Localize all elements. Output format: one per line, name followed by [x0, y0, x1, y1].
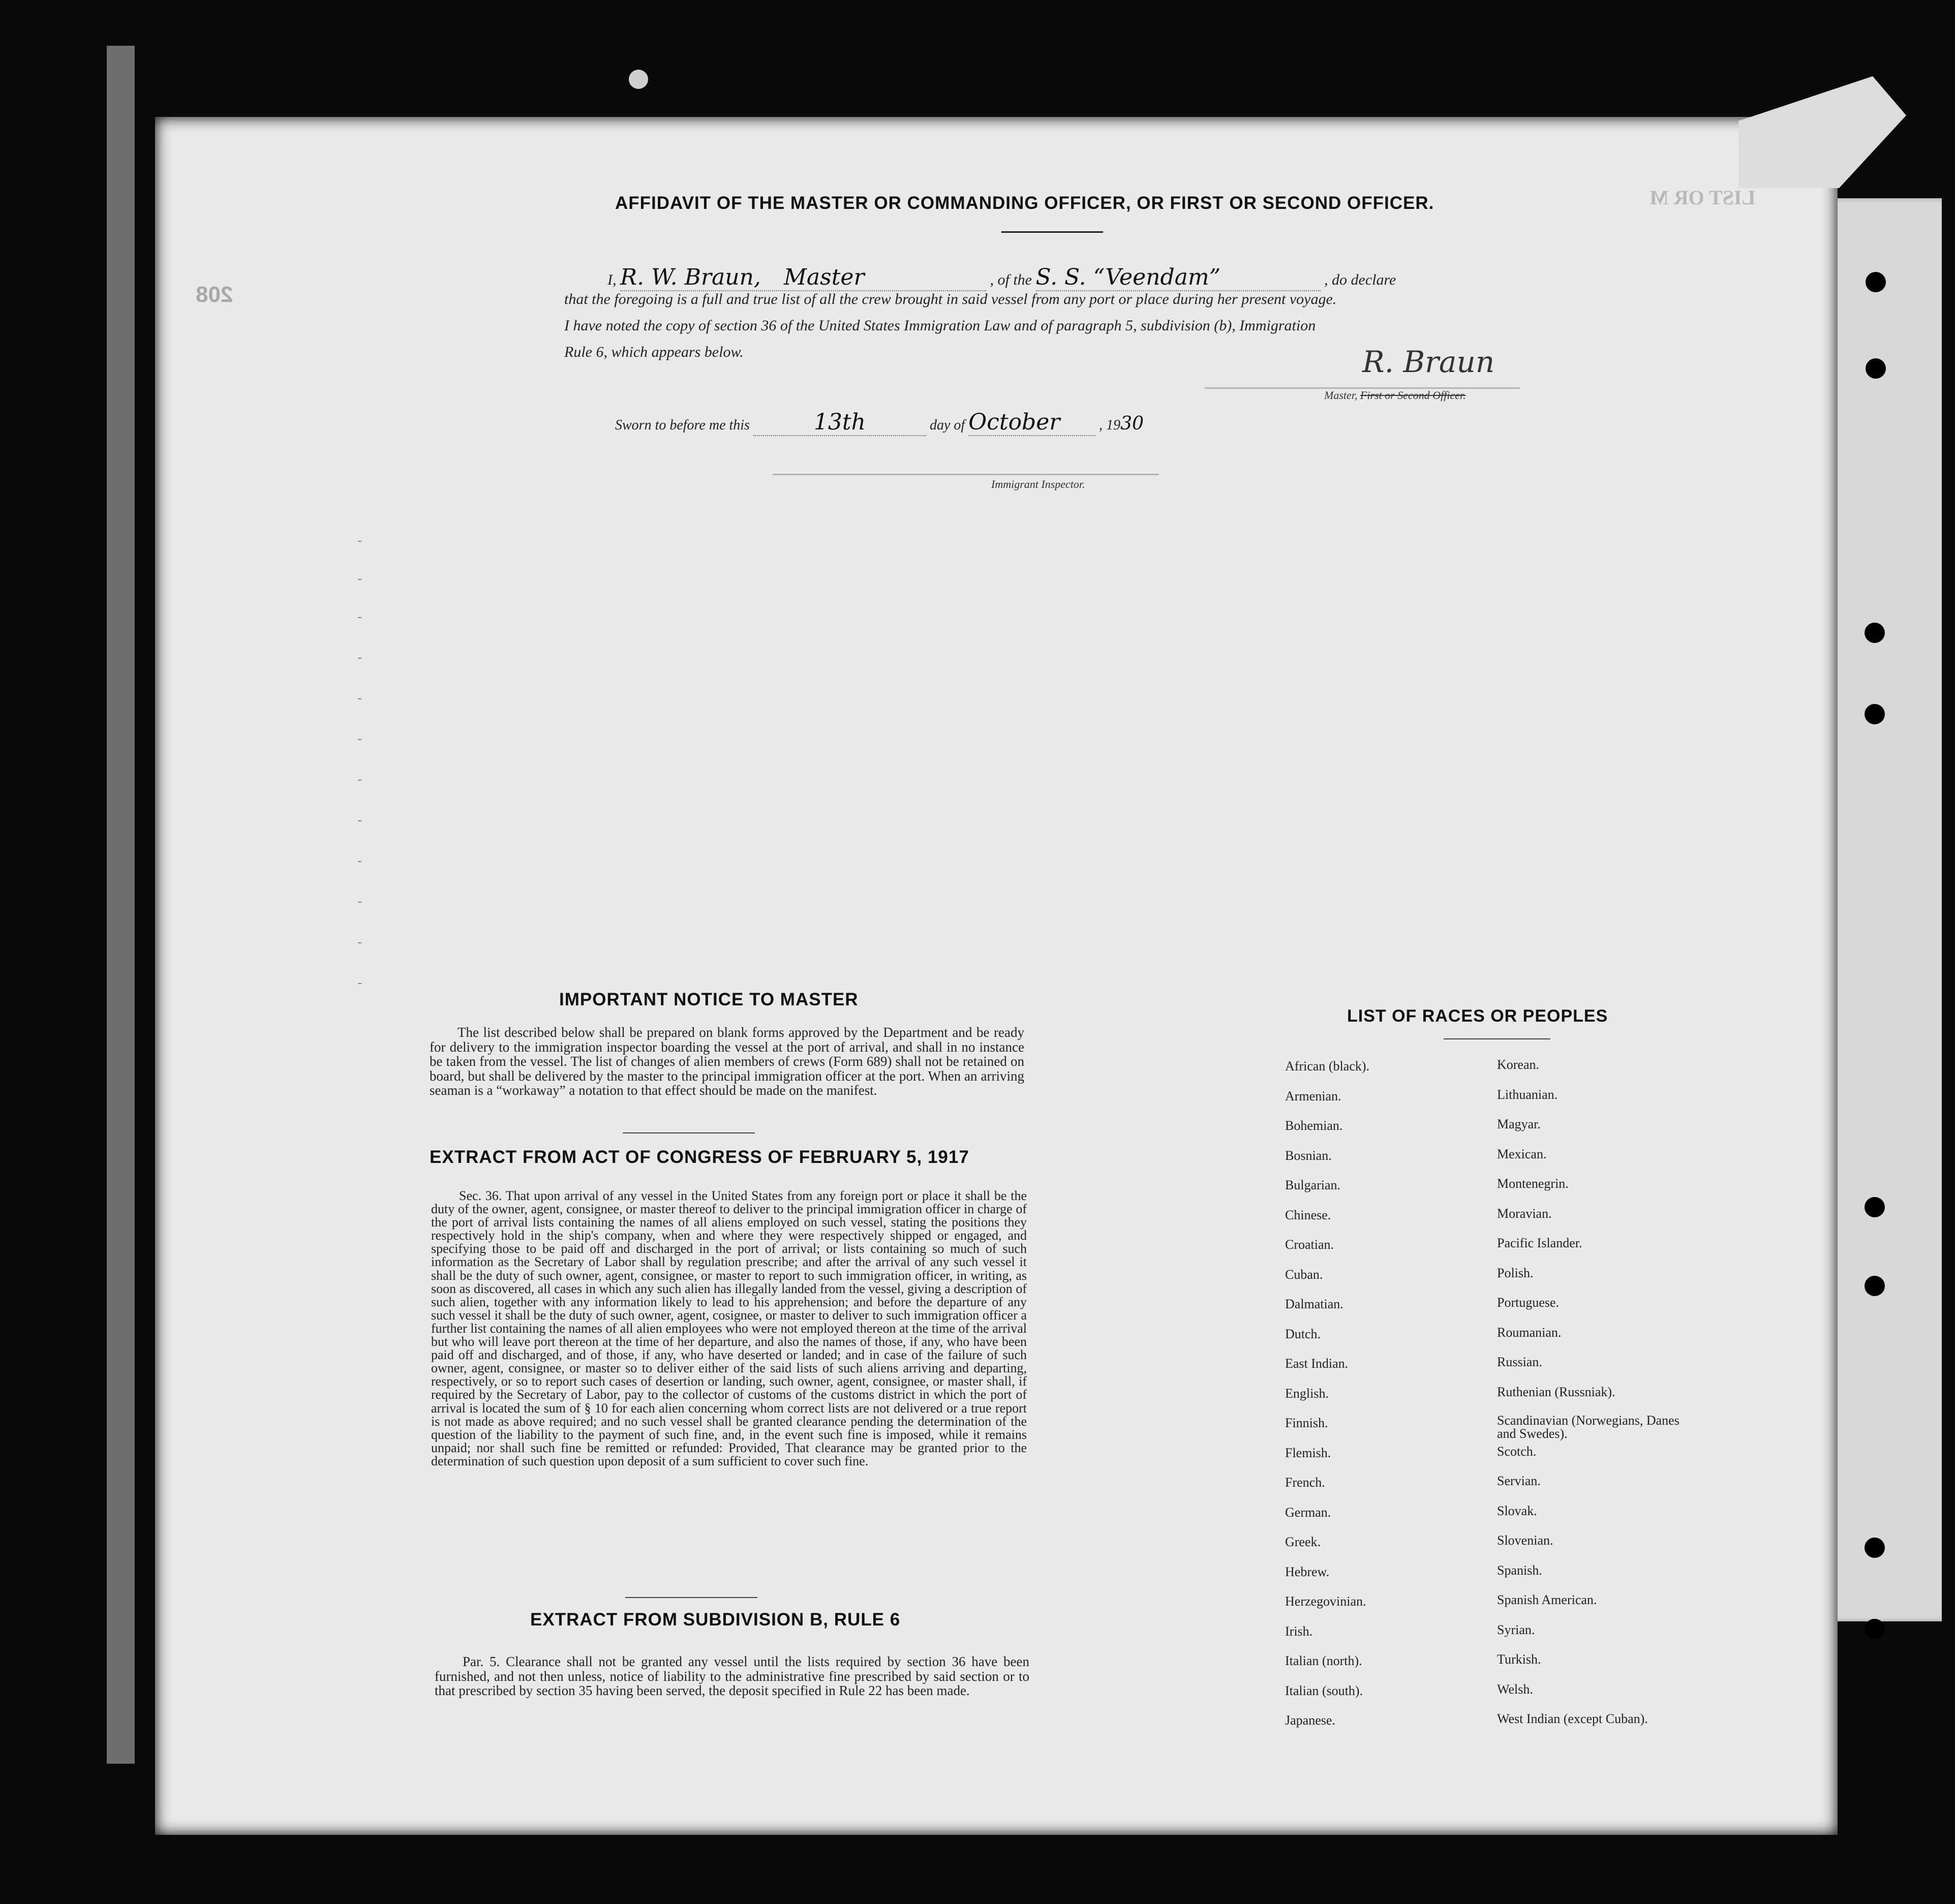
race-item: Moravian. [1497, 1206, 1552, 1221]
row-marker: - [356, 895, 364, 910]
race-item: Irish. [1285, 1623, 1313, 1639]
sworn-month: October [968, 409, 1060, 435]
race-item: Bulgarian. [1285, 1178, 1341, 1192]
race-item: Bosnian. [1285, 1148, 1332, 1163]
race-item: Croatian. [1285, 1237, 1334, 1252]
sworn-day: 13th [813, 409, 866, 435]
folded-corner [1738, 76, 1906, 188]
race-item: Spanish. [1497, 1562, 1542, 1578]
race-item: Spanish American. [1497, 1592, 1597, 1607]
do-declare-label: , do declare [1324, 271, 1396, 288]
punch-hole [1865, 623, 1885, 643]
rule-heading: EXTRACT FROM SUBDIVISION B, RULE 6 [530, 1610, 901, 1630]
year-prefix: , 19 [1099, 417, 1121, 433]
affidavit-declaration-line [607, 264, 1396, 291]
race-item: Chinese. [1285, 1207, 1331, 1222]
film-sprocket-dot [629, 70, 648, 89]
master-signature: R. Braun [1362, 345, 1495, 379]
punch-hole [1865, 704, 1885, 724]
race-item: Scotch. [1497, 1444, 1537, 1459]
race-item: German. [1285, 1504, 1331, 1520]
row-marker: - [356, 534, 364, 549]
vessel-name: S. S. “Veendam” [1035, 264, 1221, 290]
race-item: Flemish. [1285, 1445, 1331, 1460]
races-left-column [1285, 1059, 1369, 1743]
act-divider [625, 1597, 757, 1598]
race-item: English. [1285, 1386, 1329, 1401]
row-marker: - [356, 773, 364, 788]
race-item: Finnish. [1285, 1416, 1328, 1430]
race-item: Portuguese. [1497, 1295, 1560, 1310]
race-item: Mexican. [1497, 1146, 1547, 1161]
act-heading: EXTRACT FROM ACT OF CONGRESS OF FEBRUARY 5, 1917 [430, 1147, 969, 1167]
race-item: Armenian. [1285, 1088, 1341, 1103]
bleed-through-page-number: 208 [196, 282, 233, 307]
affidavit-line-4: Rule 6, which appears below. [564, 344, 744, 360]
row-marker: - [356, 572, 364, 587]
punch-hole [1865, 1538, 1885, 1558]
rule-body: Par. 5. Clearance shall not be granted any vessel until the lists required by section 36 have been furnished, and not then unless, notice of liability to the administrative fine prescribed by said section or to that prescribed by section 35 having been served, the deposit specified in Rule 22 has been made. [435, 1654, 1029, 1698]
row-marker: - [356, 732, 364, 747]
master-name: R. W. Braun, [620, 264, 761, 290]
race-item: Bohemian. [1285, 1118, 1343, 1133]
races-right-column [1497, 1057, 1680, 1741]
race-item: Pacific Islander. [1497, 1236, 1582, 1250]
row-marker: - [356, 691, 364, 707]
race-item: Cuban. [1285, 1267, 1323, 1282]
race-item: Hebrew. [1285, 1564, 1330, 1579]
race-item: Roumanian. [1497, 1325, 1562, 1340]
punch-hole [1866, 272, 1886, 292]
race-item: Greek. [1285, 1534, 1321, 1549]
row-marker: - [356, 610, 364, 625]
race-item: West Indian (except Cuban). [1497, 1711, 1648, 1726]
affidavit-line-3: I have noted the copy of section 36 of the United States Immigration Law and of paragraph 5, subdivision (b), Immigration [564, 317, 1316, 334]
notice-heading: IMPORTANT NOTICE TO MASTER [559, 990, 859, 1009]
race-item: Dalmatian. [1285, 1297, 1343, 1311]
punch-hole [1865, 1619, 1885, 1639]
race-item: East Indian. [1285, 1356, 1349, 1371]
act-body: Sec. 36. That upon arrival of any vessel in the United States from any foreign port or place it shall be the duty of the owner, agent, consignee, or master thereof to deliver to the principal immigration officer in charge of the port of arrival lists containing the names of all aliens employed on such vessel, stating the positions they respectively hold in the ship's company, when and where they were respectively shipped or engaged, and specifying those to be paid off and discharged in the port of arrival; or lists containing so much of such information as the Secretary of Labor shall by regulation prescribe; and after the arrival of any such vessel it shall be the duty of such owner, agent, consignee, or master to report to such immigration officer, in writing, as soon as discovered, all cases in which any such alien has illegally landed from the vessel, giving a description of such alien, together with any information likely to lead to his apprehension; and before the departure of any such vessel it shall be the duty of such owner, agent, cosignee, or master to deliver to such immigration officer a further list containing the names of all alien employees who were not employed thereon at the time of the arrival but who will leave port thereon at the time of her departure, and also the names of those, if any, who have been paid off and discharged, and of those, if any, who have deserted or landed; and in case of the failure of such owner, agent, consignee, or master so to deliver either of the said lists of such aliens arriving and departing, respectively, or so to report such cases of desertion or landing, such owner, agent, consignee, or master shall, if required by the Secretary of Labor, pay to the collector of customs of the customs district in which the port of arrival is located the sum of § 10 for each alien concerning whom correct lists are not delivered or a true report is not made as above required; and no such vessel shall be granted clearance pending the determination of the question of the liability to the payment of such fine, and, in the event such fine is imposed, while it remains unpaid; nor shall such fine be remitted or refunded: Provided, That clearance may be granted prior to the determination of such question upon deposit of a sum sufficient to cover such fine. [431, 1188, 1027, 1468]
races-underline [1444, 1038, 1550, 1039]
race-item: Herzegovinian. [1285, 1594, 1366, 1609]
race-item: Slovak. [1497, 1503, 1537, 1518]
signature-caption: Master, First or Second Officer. [1324, 389, 1466, 402]
row-marker: - [356, 976, 364, 991]
master-rank: Master [783, 264, 865, 290]
sworn-label: Sworn to before me this [615, 417, 750, 433]
of-the-label: , of the [990, 271, 1032, 288]
race-item: Lithuanian. [1497, 1087, 1558, 1102]
affidavit-title: AFFIDAVIT OF THE MASTER OR COMMANDING OFFICER, OR FIRST OR SECOND OFFICER. [615, 193, 1434, 213]
inspector-caption: Immigrant Inspector. [991, 478, 1085, 490]
notice-body: The list described below shall be prepared on blank forms approved by the Department and be ready for delivery to the immigration inspector boarding the vessel at the port of arrival, and shall in no instance be taken from the vessel. The list of changes of alien members of crews (Form 689) shall not be retained on board, but shall be delivered by the master to the principal immigration officer at the port. When an arriving seaman is a “workaway” a notation to that effect should be made on the manifest. [430, 1025, 1024, 1098]
punch-hole [1865, 1276, 1885, 1296]
row-marker: - [356, 854, 364, 869]
affidavit-line-2: that the foregoing is a full and true list of all the crew brought in said vessel from any port or place during her present voyage. [564, 291, 1337, 308]
race-item: Japanese. [1285, 1713, 1335, 1728]
sworn-line [615, 409, 1144, 436]
race-item: Servian. [1497, 1473, 1541, 1488]
i-label: I, [607, 271, 617, 288]
race-item: Syrian. [1497, 1622, 1535, 1637]
day-of-label: day of [929, 417, 965, 433]
race-item: Slovenian. [1497, 1533, 1553, 1548]
inspector-line [773, 474, 1159, 475]
title-underline [1001, 231, 1103, 233]
row-marker: - [356, 935, 364, 950]
year-suffix: 30 [1120, 413, 1144, 434]
race-item: Italian (north). [1285, 1653, 1362, 1668]
punch-hole [1865, 1197, 1885, 1217]
race-item: African (black). [1285, 1059, 1370, 1073]
punch-hole [1866, 358, 1886, 379]
row-marker: - [356, 651, 364, 666]
bleed-through-header: LIST OR M [1649, 186, 1756, 209]
race-item: Turkish. [1497, 1652, 1541, 1667]
race-item: Magyar. [1497, 1117, 1541, 1131]
race-item: Polish. [1497, 1265, 1534, 1280]
race-item: Dutch. [1285, 1326, 1321, 1341]
row-marker: - [356, 813, 364, 828]
race-item: Russian. [1497, 1355, 1542, 1369]
race-item: French. [1285, 1475, 1325, 1490]
race-item: Korean. [1497, 1057, 1540, 1072]
races-heading: LIST OF RACES OR PEOPLES [1347, 1006, 1608, 1026]
notice-divider [623, 1132, 755, 1133]
race-item: Ruthenian (Russniak). [1497, 1384, 1615, 1399]
race-item: Italian (south). [1285, 1683, 1363, 1698]
race-item: Montenegrin. [1497, 1176, 1569, 1191]
race-item: Scandinavian (Norwegians, Danes and Swedes). [1497, 1413, 1679, 1441]
film-edge-strip [107, 46, 135, 1764]
race-item: Welsh. [1497, 1681, 1533, 1697]
struck-officer-caption: First or Second Officer. [1360, 389, 1466, 402]
